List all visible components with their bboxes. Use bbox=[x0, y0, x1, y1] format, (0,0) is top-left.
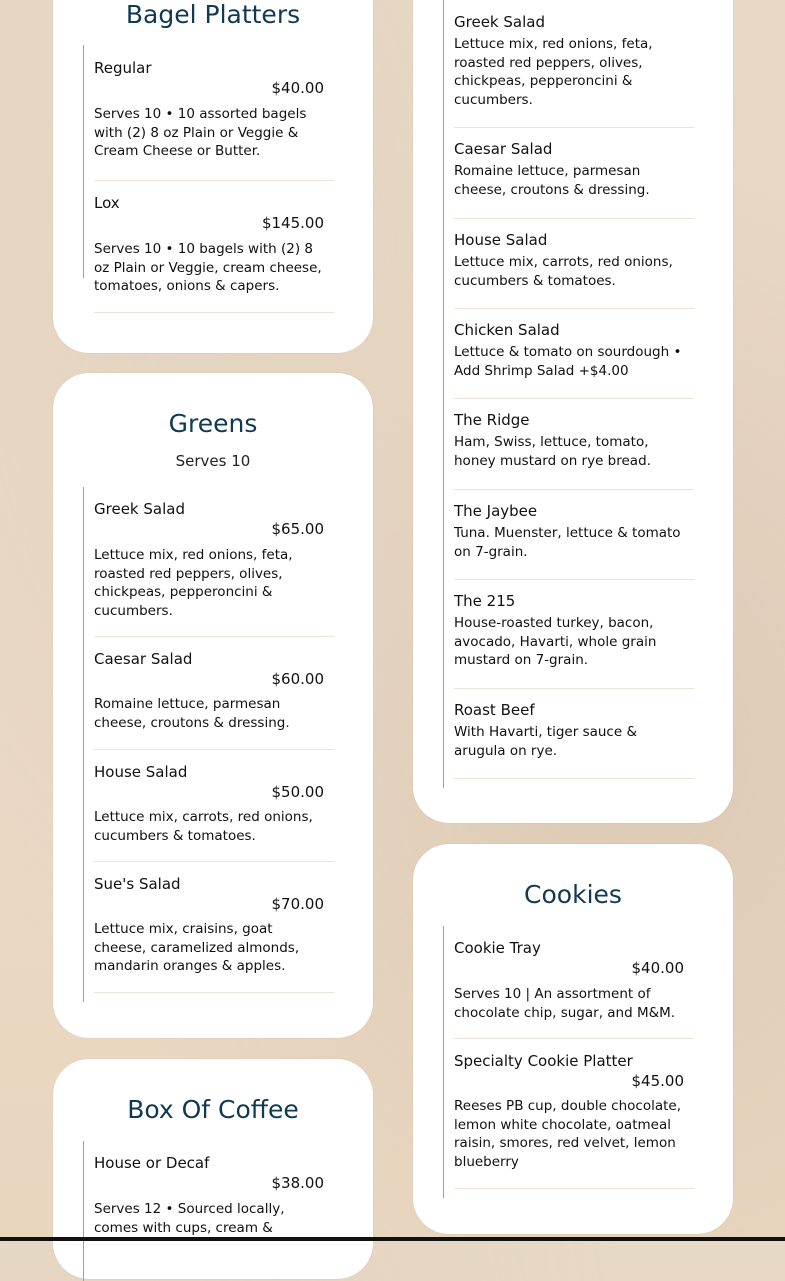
bottom-edge bbox=[0, 1237, 785, 1241]
item-description: Lettuce mix, craisins, goat cheese, caramelized almonds, mandarin oranges & apples. bbox=[94, 921, 300, 974]
menu-item[interactable] bbox=[454, 926, 694, 1039]
item-name: Sue's Salad bbox=[94, 875, 181, 893]
menu-list bbox=[83, 1141, 334, 1281]
item-price: $60.00 bbox=[271, 670, 324, 688]
menu-item[interactable] bbox=[94, 749, 334, 862]
item-description: Romaine lettuce, parmesan cheese, croutons & dressing. bbox=[454, 163, 650, 198]
menu-item[interactable] bbox=[454, 579, 694, 689]
item-name: Lox bbox=[94, 194, 120, 212]
item-name: Roast Beef bbox=[454, 701, 535, 719]
menu-list bbox=[83, 45, 334, 294]
item-description: With Havarti, tiger sauce & arugula on rye. bbox=[454, 724, 637, 759]
item-name: House Salad bbox=[454, 231, 548, 249]
menu-list bbox=[83, 487, 334, 1002]
menu-item[interactable] bbox=[94, 487, 334, 637]
item-price: $145.00 bbox=[261, 214, 324, 232]
item-name: Caesar Salad bbox=[94, 650, 193, 668]
menu-item[interactable] bbox=[454, 1038, 694, 1189]
item-description: Serves 12 • Sourced locally, comes with cups, cream & bbox=[94, 1201, 285, 1236]
item-description: Lettuce & tomato on sourdough • Add Shrimp Salad +$4.00 bbox=[454, 344, 682, 379]
menu-item[interactable] bbox=[454, 489, 694, 580]
item-description: Lettuce mix, red onions, feta, roasted red peppers, olives, chickpeas, pepperoncini & cucumbers. bbox=[454, 36, 653, 108]
menu-item[interactable] bbox=[454, 398, 694, 490]
menu-item[interactable] bbox=[94, 636, 334, 750]
item-price: $40.00 bbox=[631, 959, 684, 977]
item-name: Specialty Cookie Platter bbox=[454, 1052, 633, 1070]
section-title: Box Of Coffee bbox=[127, 1095, 299, 1124]
item-price: $40.00 bbox=[271, 79, 324, 97]
menu-item[interactable] bbox=[454, 0, 694, 128]
item-description: Serves 10 | An assortment of chocolate chip, sugar, and M&M. bbox=[454, 986, 676, 1021]
item-name: Caesar Salad bbox=[454, 140, 553, 158]
item-price: $45.00 bbox=[631, 1072, 684, 1090]
section-title: Greens bbox=[168, 409, 258, 438]
sandwich-menu-card bbox=[413, 0, 733, 823]
item-name: House Salad bbox=[94, 763, 188, 781]
menu-item[interactable] bbox=[454, 127, 694, 219]
menu-list bbox=[443, 926, 694, 1198]
item-name: Chicken Salad bbox=[454, 321, 560, 339]
cookies-card bbox=[413, 844, 733, 1234]
menu-item[interactable] bbox=[454, 218, 694, 309]
item-price: $50.00 bbox=[271, 783, 324, 801]
menu-item[interactable] bbox=[454, 688, 694, 779]
menu-item[interactable] bbox=[94, 45, 334, 181]
item-description: Reeses PB cup, double chocolate, lemon white chocolate, oatmeal raisin, smores, red velvet, lemon blueberry bbox=[454, 1098, 682, 1170]
item-price: $38.00 bbox=[271, 1174, 324, 1192]
item-description: Serves 10 • 10 assorted bagels with (2) 8 oz Plain or Veggie & Cream Cheese or Butter. bbox=[94, 106, 307, 159]
section-title: Bagel Platters bbox=[125, 0, 301, 29]
item-name: Greek Salad bbox=[454, 13, 545, 31]
menu-item[interactable] bbox=[94, 1141, 334, 1281]
section-subtitle: Serves 10 bbox=[175, 452, 251, 470]
section-title: Cookies bbox=[524, 880, 622, 909]
item-name: Greek Salad bbox=[94, 500, 185, 518]
item-name: Regular bbox=[94, 59, 152, 77]
item-name: House or Decaf bbox=[94, 1154, 210, 1172]
bagel-platters-card bbox=[53, 0, 373, 353]
item-description: Tuna. Muenster, lettuce & tomato on 7-grain. bbox=[454, 525, 681, 560]
item-description: House-roasted turkey, bacon, avocado, Havarti, whole grain mustard on 7-grain. bbox=[454, 615, 657, 668]
item-description: Serves 10 • 10 bagels with (2) 8 oz Plain or Veggie, cream cheese, tomatoes, onions & capers. bbox=[94, 241, 322, 294]
box-of-coffee-card bbox=[53, 1059, 373, 1279]
menu-item[interactable] bbox=[454, 308, 694, 399]
item-description: Lettuce mix, red onions, feta, roasted red peppers, olives, chickpeas, pepperoncini & cucumbers. bbox=[94, 547, 293, 619]
menu-item[interactable] bbox=[94, 861, 334, 993]
item-price: $65.00 bbox=[271, 520, 324, 538]
item-name: Cookie Tray bbox=[454, 939, 541, 957]
item-description: Romaine lettuce, parmesan cheese, croutons & dressing. bbox=[94, 696, 290, 731]
item-name: The 215 bbox=[454, 592, 516, 610]
greens-card bbox=[53, 373, 373, 1038]
menu-list bbox=[443, 0, 694, 788]
item-description: Lettuce mix, carrots, red onions, cucumbers & tomatoes. bbox=[454, 254, 673, 289]
item-price: $70.00 bbox=[271, 895, 324, 913]
item-description: Ham, Swiss, lettuce, tomato, honey mustard on rye bread. bbox=[454, 434, 651, 469]
item-name: The Ridge bbox=[454, 411, 530, 429]
item-name: The Jaybee bbox=[454, 502, 538, 520]
item-description: Lettuce mix, carrots, red onions, cucumbers & tomatoes. bbox=[94, 809, 313, 844]
menu-item[interactable] bbox=[94, 180, 334, 313]
